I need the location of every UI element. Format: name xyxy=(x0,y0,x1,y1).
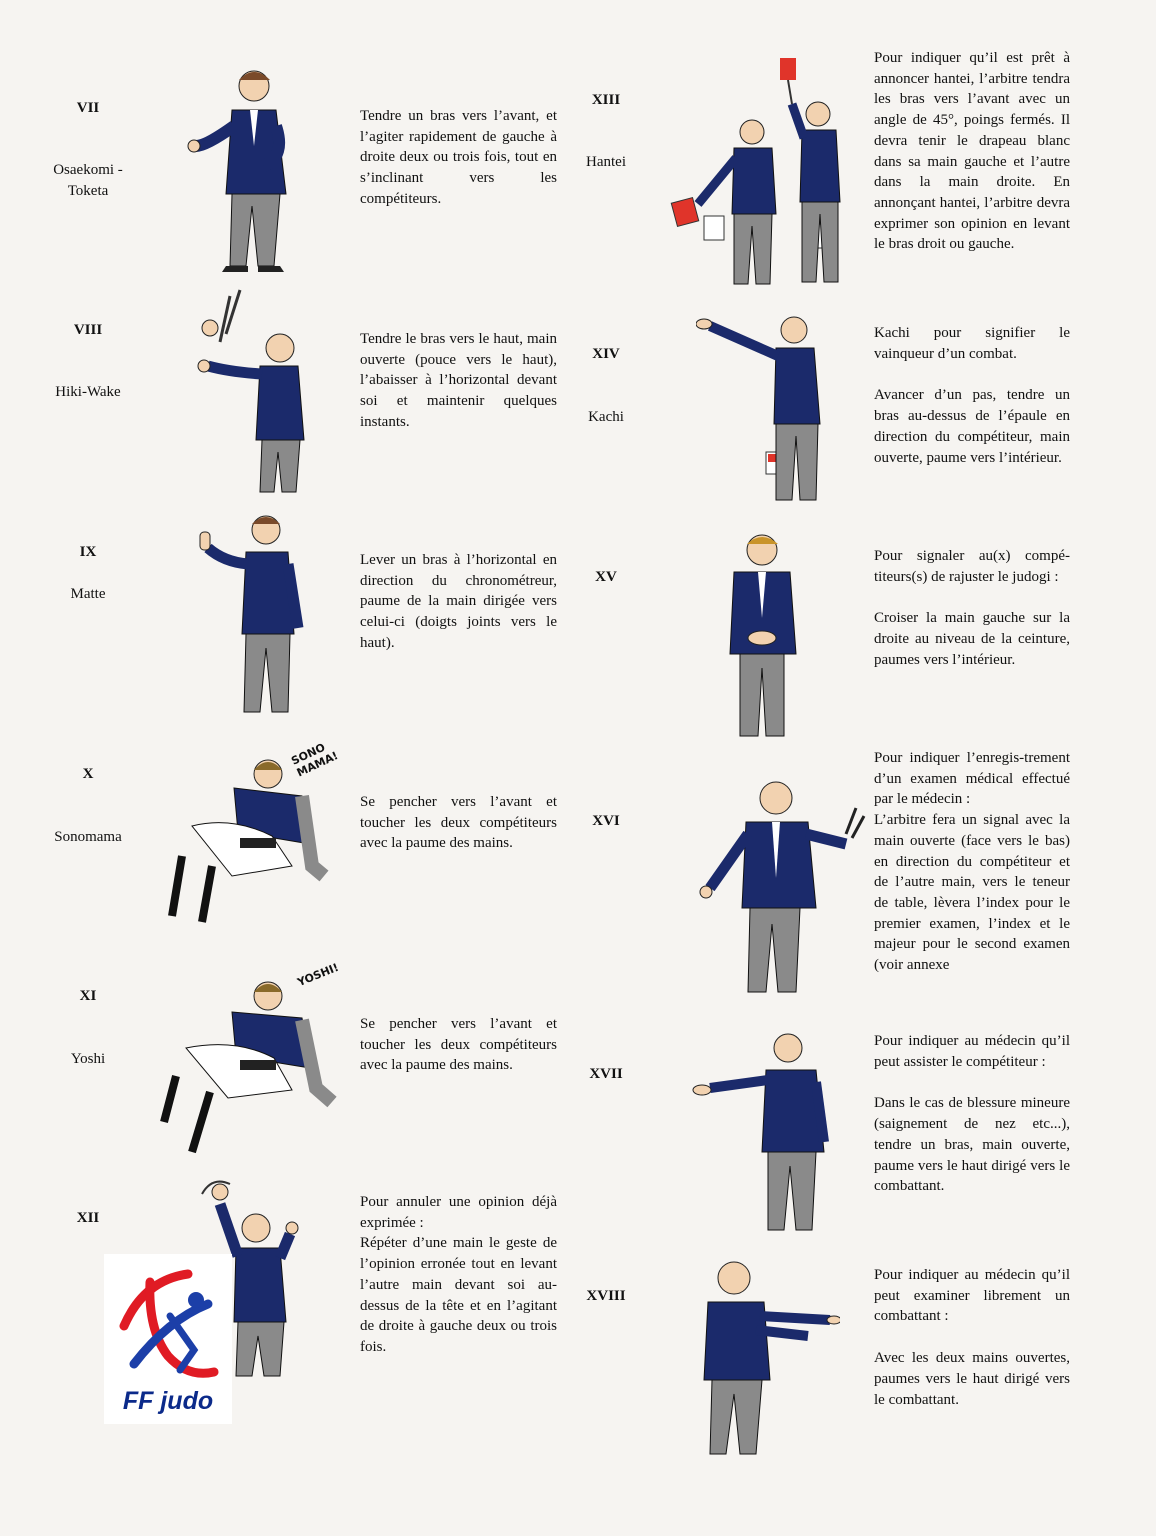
referee-matte-figure xyxy=(194,508,304,720)
referee-hantei-flags-figure xyxy=(668,54,854,294)
signal-text: Pour indiquer l’enregis-trement d’un examen médical effectué par le médecin : xyxy=(874,750,1070,808)
referee-medical-exam-figure xyxy=(696,768,866,1000)
referee-yoshi-figure xyxy=(156,952,360,1162)
signal-numeral-xviii: XVIII xyxy=(586,1288,626,1304)
signal-text: Lever un bras à l’horizontal en direction du chronométreur, paume de la main dirigée vers celui-ci (doigts joints vers le haut). xyxy=(360,552,557,651)
signal-name-matte: Matte xyxy=(70,586,106,602)
signal-text: Tendre un bras vers l’avant, et l’agiter rapidement de gauche à droite deux ou trois fois, tout en s’inclinant vers les compétiteurs. xyxy=(360,108,557,207)
signal-text: Pour indiquer au médecin qu’il peut examiner librement un combattant : xyxy=(874,1267,1070,1325)
signal-name-yoshi: Yoshi xyxy=(70,1051,106,1067)
signal-description-xvii xyxy=(874,1031,1070,1197)
signal-description-viii xyxy=(360,329,557,433)
signal-text: L’arbitre fera un signal avec la main ouverte (face vers le bas) en direction du compétiteur et de l’autre main, vers le teneur de table, lèvera l’index pour le premier examen, l’index et le majeur pour le second examen (voir annexe xyxy=(874,812,1070,974)
signal-numeral-xiv: XIV xyxy=(592,346,620,362)
signal-text: Pour annuler une opinion déjà exprimée : xyxy=(360,1194,557,1231)
referee-judogi-adjust-figure xyxy=(712,528,812,744)
signal-description-xii xyxy=(360,1192,557,1358)
signal-description-xiii xyxy=(874,48,1070,255)
signal-name-kachi: Kachi xyxy=(588,409,624,425)
sonomama-shout: SONO MAMA! xyxy=(289,740,341,780)
signal-numeral-ix: IX xyxy=(79,544,97,560)
yoshi-shout: YOSHI! xyxy=(295,960,341,990)
signal-description-xvi xyxy=(874,748,1070,1016)
signal-name-sonomama: Sonomama xyxy=(54,829,122,845)
ff-judo-logo xyxy=(104,1254,232,1424)
referee-osaekomi-toketa-figure xyxy=(186,66,320,276)
signal-text: Avec les deux mains ouvertes, paumes vers le haut dirigé vers le combattant. xyxy=(874,1350,1070,1408)
signal-description-vii xyxy=(360,106,557,210)
signal-description-xiv xyxy=(874,323,1070,468)
signal-numeral-xiii: XIII xyxy=(591,92,621,108)
signal-text: Pour indiquer au médecin qu’il peut assister le compétiteur : xyxy=(874,1033,1070,1070)
signal-description-x xyxy=(360,792,557,854)
signal-numeral-vii: VII xyxy=(76,100,100,116)
signal-numeral-x: X xyxy=(82,766,94,782)
signal-description-xviii xyxy=(874,1265,1070,1410)
signal-description-xi xyxy=(360,1014,557,1076)
referee-kachi-figure xyxy=(696,306,830,506)
ff-judo-logo-text: FF judo xyxy=(122,1387,214,1415)
signal-text: Se pencher vers l’avant et toucher les deux compétiteurs avec la paume des mains. xyxy=(360,794,557,852)
signal-description-ix xyxy=(360,550,557,654)
signal-numeral-xi: XI xyxy=(79,988,97,1004)
signal-text: Pour signaler au(x) compé-titeurs(s) de rajuster le judogi : xyxy=(874,548,1070,585)
signal-text: Pour indiquer qu’il est prêt à annoncer hantei, l’arbitre tendra les bras vers l’avant avec un angle de 45°, poings fermés. Il devra tenir le drapeau blanc dans sa main gauche et l’autre dans la main droite. En annonçant hantei, l’arbitre devra exprimer son opinion en levant le bras droit ou gauche. xyxy=(874,50,1070,253)
signal-name-osaekomi-toketa: Osaekomi - Toketa xyxy=(53,162,123,199)
signal-numeral-xvii: XVII xyxy=(589,1066,623,1082)
signal-numeral-xvi: XVI xyxy=(592,813,620,829)
signal-name-hiki-wake: Hiki-Wake xyxy=(55,384,121,400)
referee-hiki-wake-figure xyxy=(190,282,318,500)
signal-numeral-viii: VIII xyxy=(73,322,103,338)
signal-numeral-xii: XII xyxy=(76,1210,100,1226)
signal-text: Se pencher vers l’avant et toucher les deux compétiteurs avec la paume des mains. xyxy=(360,1016,557,1074)
signal-text: Kachi pour signifier le vainqueur d’un combat. xyxy=(874,325,1070,362)
signal-text: Croiser la main gauche sur la droite au niveau de la ceinture, paumes vers l’intérieur. xyxy=(874,610,1070,668)
signal-text: Répéter d’une main le geste de l’opinion erronée tout en levant l’autre main devant soi au-dessus de la tête et en l’agitant de droite à gauche deux ou trois fois. xyxy=(360,1235,557,1355)
referee-doctor-examine-figure xyxy=(690,1250,840,1462)
referee-doctor-assist-figure xyxy=(692,1024,842,1238)
signal-description-xv xyxy=(874,546,1070,671)
signal-numeral-xv: XV xyxy=(595,569,617,585)
signal-text: Avancer d’un pas, tendre un bras au-dessus de l’épaule en direction du compétiteur, main ouverte, paume vers l’intérieur. xyxy=(874,387,1070,466)
signal-name-hantei: Hantei xyxy=(586,154,626,170)
signal-text: Dans le cas de blessure mineure (saignement de nez etc...), tendre un bras, main ouverte, paume vers le haut dirigé vers le combattant. xyxy=(874,1095,1070,1195)
signal-text: Tendre le bras vers le haut, main ouverte (pouce vers le haut), l’abaisser à l’horizontal devant soi et maintenir quelques instants. xyxy=(360,331,557,430)
